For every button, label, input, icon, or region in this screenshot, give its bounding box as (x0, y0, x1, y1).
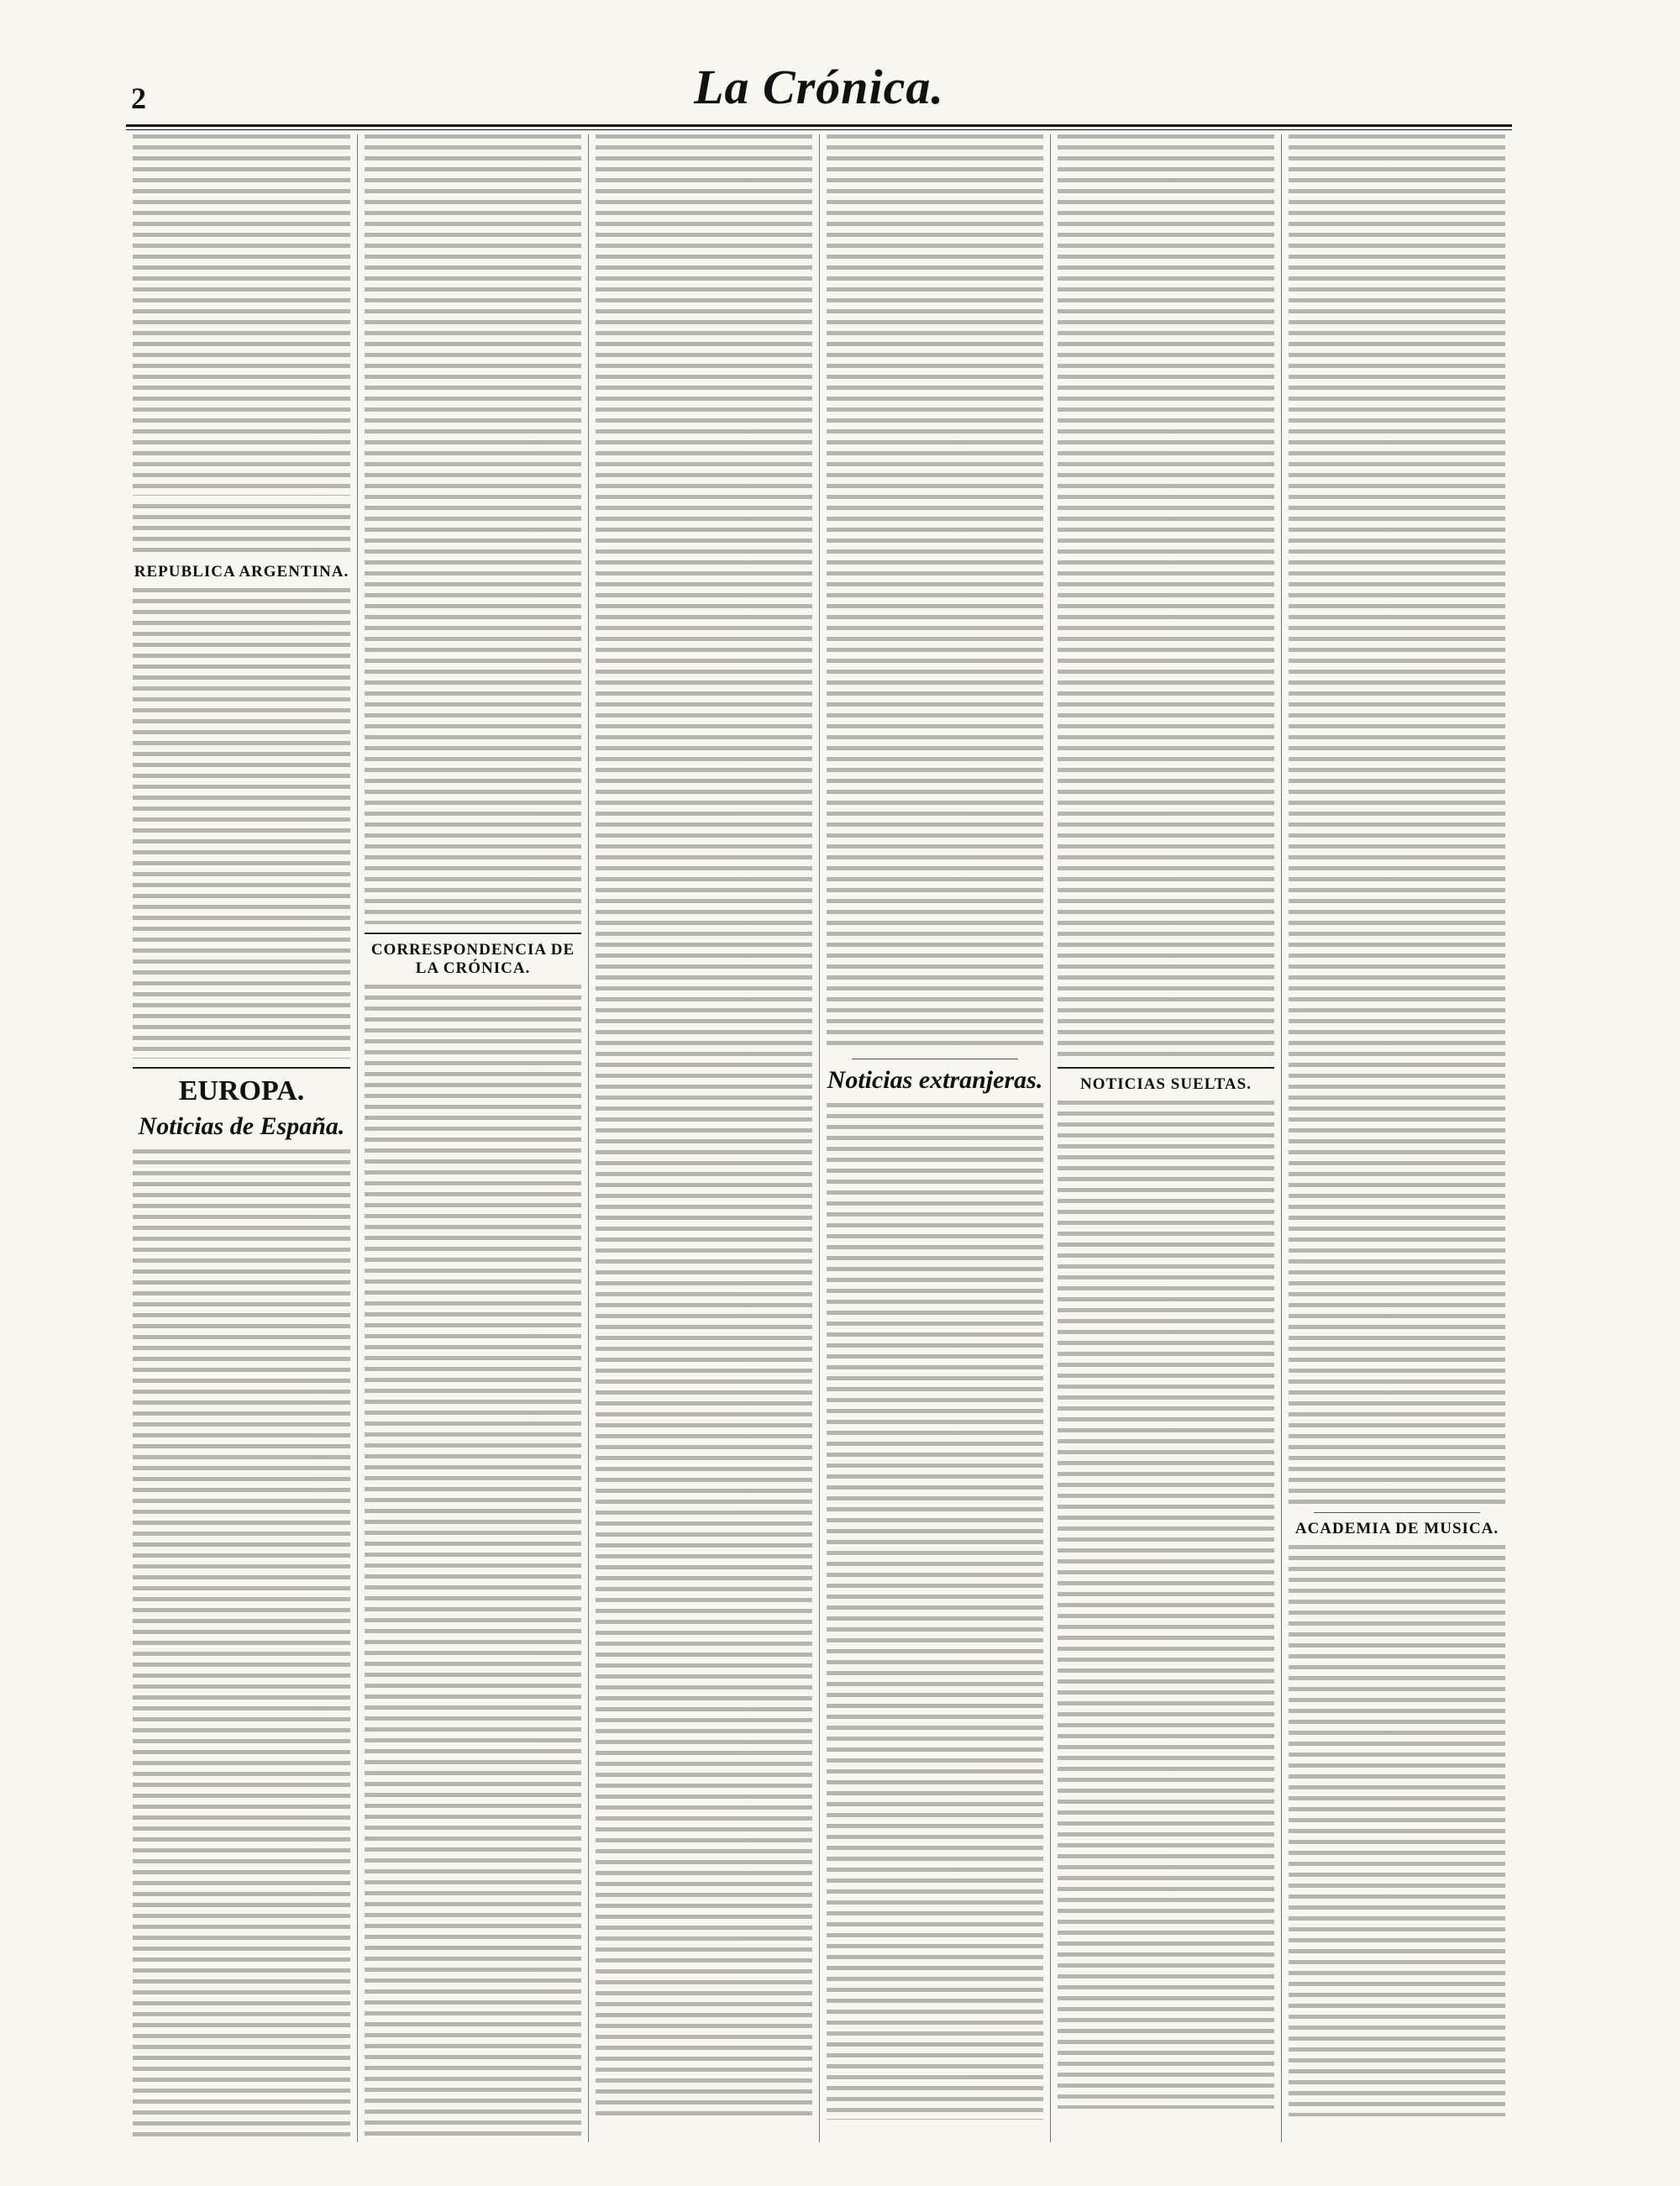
column-6 (1281, 134, 1512, 2142)
section-heading-academia-musica: ACADEMIA DE MUSICA. (1294, 1520, 1499, 1537)
page-number: 2 (131, 81, 146, 115)
column-5 (1050, 134, 1281, 2142)
text-block (1058, 134, 1274, 1059)
text-block (365, 134, 581, 924)
text-block (365, 985, 581, 2142)
article-columns (126, 134, 1512, 2142)
section-divider (1058, 1067, 1274, 1069)
column-2 (357, 134, 588, 2142)
masthead-rule (126, 124, 1512, 130)
section-heading-noticias-espana: Noticias de España. (138, 1112, 345, 1140)
section-divider (365, 933, 581, 934)
column-1 (126, 134, 357, 2142)
text-block (827, 134, 1043, 1050)
section-heading-correspondencia: CORRESPONDENCIA DE LA CRÓNICA. (370, 941, 575, 977)
section-divider (133, 1067, 350, 1069)
newspaper-title: La Crónica. (694, 60, 944, 114)
text-block (1289, 1545, 1505, 2116)
text-block (827, 1103, 1043, 2120)
section-heading-noticias-extranjeras: Noticias extranjeras. (827, 1066, 1043, 1094)
text-block (1058, 1101, 1274, 2109)
section-heading-noticias-sueltas: NOTICIAS SUELTAS. (1080, 1075, 1252, 1093)
text-block (133, 588, 350, 1059)
section-heading-republica-argentina: REPUBLICA ARGENTINA. (134, 563, 349, 581)
text-block (1289, 134, 1505, 1504)
masthead (126, 59, 1512, 126)
column-4 (819, 134, 1050, 2142)
text-block (133, 1149, 350, 2141)
text-block (133, 504, 350, 554)
column-3 (588, 134, 819, 2142)
text-block (596, 134, 812, 2117)
text-block (133, 134, 350, 496)
section-heading-europa: EUROPA. (178, 1075, 305, 1106)
section-divider (1314, 1512, 1480, 1513)
